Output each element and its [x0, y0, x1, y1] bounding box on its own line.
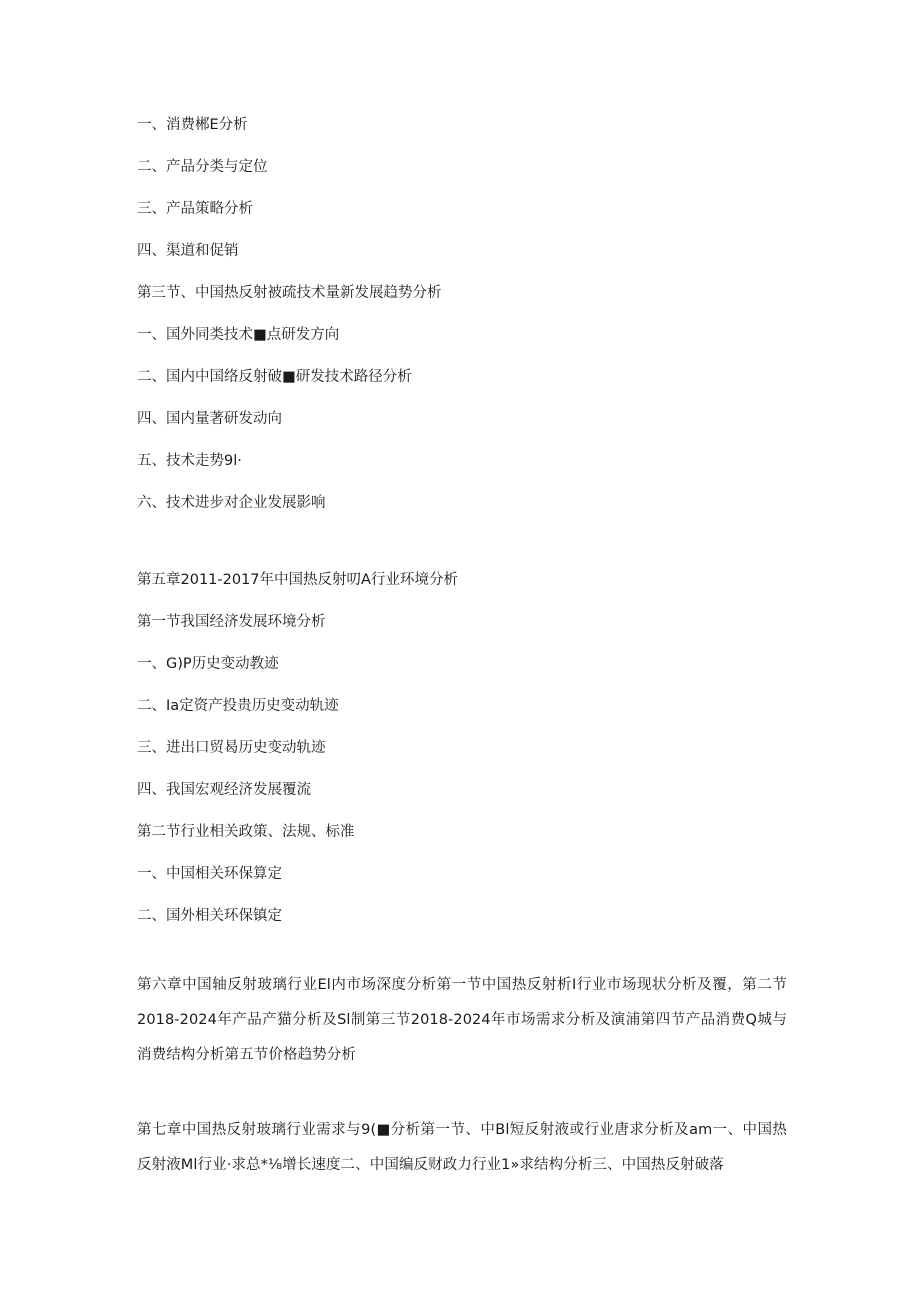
- toc-section-heading: 第三节、中国热反射被疏技术量新发展趋势分析: [137, 285, 442, 301]
- toc-line: 五、技术走势9l·: [137, 453, 242, 469]
- toc-section-heading: 第一节我国经济发展环境分析: [137, 614, 326, 630]
- toc-line: 四、渠道和促销: [137, 243, 239, 259]
- toc-line: 四、国内量著研发动向: [137, 411, 282, 427]
- toc-line: 三、产品策略分析: [137, 201, 253, 217]
- toc-line: 三、进出口贸曷历史变动轨迹: [137, 740, 326, 756]
- toc-line: 二、国内中国络反射破■研发技术路径分析: [137, 369, 412, 385]
- toc-chapter-heading: 第五章2011-2017年中国热反射叨A行业环境分析: [137, 572, 458, 588]
- toc-line: 一、G)P历史变动教迹: [137, 656, 279, 672]
- toc-section-heading: 第二节行业相关政策、法规、标准: [137, 824, 355, 840]
- toc-chapter-paragraph: 第七章中国热反射玻璃行业需求与9(■分析第一节、中Bl短反射液或行业唐求分析及am一、中国热反射液Ml行业·求总*⅛增长速度二、中国编反财政力行业1»求结构分析三、中国热反射破落: [137, 1122, 787, 1173]
- toc-line: 一、中国相关环保算定: [137, 866, 282, 882]
- toc-line: 二、国外相关环保镇定: [137, 908, 282, 924]
- toc-chapter-paragraph: 第六章中国轴反射玻璃行业El内市场深度分析第一节中国热反射析I行业市场现状分析及覆，第二节2018-2024年产品产猫分析及Sl制第三节2018-2024年市场需求分析及演浦第四节产品消费Q城与消费结构分析第五节价格趋势分析: [137, 977, 787, 1063]
- toc-line: 一、国外同类技术■点研发方向: [137, 327, 340, 343]
- toc-line: 二、Ia定资产投贵历史变动轨迹: [137, 698, 339, 714]
- toc-line: 六、技术进步对企业发展影响: [137, 495, 326, 511]
- toc-line: 四、我国宏观经济发展覆流: [137, 782, 311, 798]
- toc-line: 一、消费郴E分析: [137, 117, 248, 133]
- toc-line: 二、产品分类与定位: [137, 159, 268, 175]
